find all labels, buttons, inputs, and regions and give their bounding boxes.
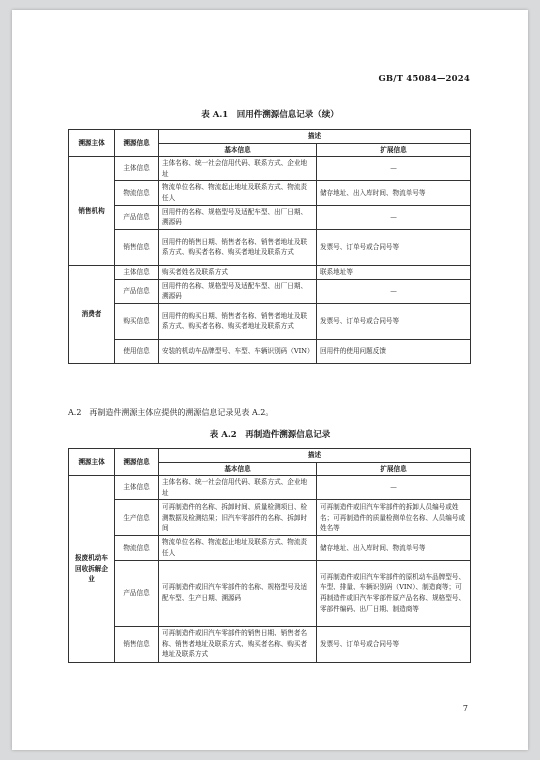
info-label: 主体信息 — [115, 265, 159, 279]
basic-cell: 可再制造件或旧汽车零部件的销售日期、销售者名称、销售者地址及联系方式、购买者名称、购买者地址及联系方式 — [159, 626, 317, 662]
col-ext-header: 扩展信息 — [317, 143, 471, 157]
subject-cell: 报废机动车回收拆解企业 — [69, 476, 115, 662]
subject-cell: 销售机构 — [69, 157, 115, 266]
info-label: 物流信息 — [115, 536, 159, 560]
section-a2-paragraph: A.2 再制造件溯源主体应提供的溯源信息记录见表 A.2。 — [68, 408, 274, 417]
basic-cell: 主体名称、统一社会信用代码、联系方式、企业地址 — [159, 476, 317, 500]
ext-cell: 回用件的使用问题反馈 — [317, 339, 471, 363]
ext-cell: — — [317, 279, 471, 303]
col-info-header: 溯源信息 — [115, 130, 159, 157]
basic-cell: 物流单位名称、物流起止地址及联系方式、物流责任人 — [159, 536, 317, 560]
info-label: 产品信息 — [115, 205, 159, 229]
basic-cell: 安装的机动车品牌型号、车型、车辆识别码（VIN） — [159, 339, 317, 363]
info-label: 使用信息 — [115, 339, 159, 363]
subject-cell: 消费者 — [69, 265, 115, 363]
basic-cell: 可再制造件或旧汽车零部件的名称、规格型号及适配车型、生产日期、溯源码 — [159, 560, 317, 626]
ext-cell: 发票号、订单号或合同号等 — [317, 626, 471, 662]
col-ext-header: 扩展信息 — [317, 462, 471, 476]
col-basic-header: 基本信息 — [159, 143, 317, 157]
info-label: 购买信息 — [115, 303, 159, 339]
col-desc-header: 描述 — [159, 449, 471, 463]
table-a1-caption: 表 A.1 回用件溯源信息记录（续） — [201, 110, 339, 120]
table-a2 — [68, 448, 471, 663]
basic-cell: 物流单位名称、物流起止地址及联系方式、物流责任人 — [159, 181, 317, 205]
col-info-header: 溯源信息 — [115, 449, 159, 476]
info-label: 销售信息 — [115, 229, 159, 265]
ext-cell: 储存地址、出入库时间、物流单号等 — [317, 536, 471, 560]
basic-cell: 可再制造件的名称、拆卸时间、质量检测项目、检测数据及检测结果；旧汽车零部件的名称、拆卸时间 — [159, 500, 317, 536]
info-label: 产品信息 — [115, 279, 159, 303]
ext-cell: — — [317, 205, 471, 229]
ext-cell: 可再制造件或旧汽车零部件的原机动车品牌型号、车型、排量、车辆识别码（VIN）、制造商等；可再制造件或旧汽车零部件原产品名称、规格型号、零部件编码、出厂日期、制造商等 — [317, 560, 471, 626]
basic-cell: 主体名称、统一社会信用代码、联系方式、企业地址 — [159, 157, 317, 181]
col-desc-header: 描述 — [159, 130, 471, 144]
document-page — [12, 10, 528, 750]
info-label: 产品信息 — [115, 560, 159, 626]
basic-cell: 回用件的名称、规格型号及适配车型、出厂日期、溯源码 — [159, 205, 317, 229]
ext-cell: — — [317, 157, 471, 181]
basic-cell: 回用件的销售日期、销售者名称、销售者地址及联系方式、购买者名称、购买者地址及联系方式 — [159, 229, 317, 265]
basic-cell: 回用件的购买日期、销售者名称、销售者地址及联系方式、购买者名称、购买者地址及联系方式 — [159, 303, 317, 339]
info-label: 主体信息 — [115, 157, 159, 181]
info-label: 销售信息 — [115, 626, 159, 662]
page-number: 7 — [462, 704, 468, 713]
ext-cell: 可再制造件或旧汽车零部件的拆卸人员编号或姓名；可再制造件的质量检测单位名称、人员编号或姓名等 — [317, 500, 471, 536]
col-subject-header: 溯源主体 — [69, 449, 115, 476]
table-a1 — [68, 129, 471, 364]
info-label: 生产信息 — [115, 500, 159, 536]
ext-cell: 联系地址等 — [317, 265, 471, 279]
col-basic-header: 基本信息 — [159, 462, 317, 476]
ext-cell: 发票号、订单号或合同号等 — [317, 303, 471, 339]
ext-cell: 发票号、订单号或合同号等 — [317, 229, 471, 265]
ext-cell: 储存地址、出入库时间、物流单号等 — [317, 181, 471, 205]
info-label: 物流信息 — [115, 181, 159, 205]
info-label: 主体信息 — [115, 476, 159, 500]
table-a2-caption: 表 A.2 再制造件溯源信息记录 — [209, 430, 331, 440]
col-subject-header: 溯源主体 — [69, 130, 115, 157]
basic-cell: 回用件的名称、规格型号及适配车型、出厂日期、溯源码 — [159, 279, 317, 303]
ext-cell: — — [317, 476, 471, 500]
basic-cell: 购买者姓名及联系方式 — [159, 265, 317, 279]
standard-code: GB/T 45084—2024 — [378, 74, 470, 84]
